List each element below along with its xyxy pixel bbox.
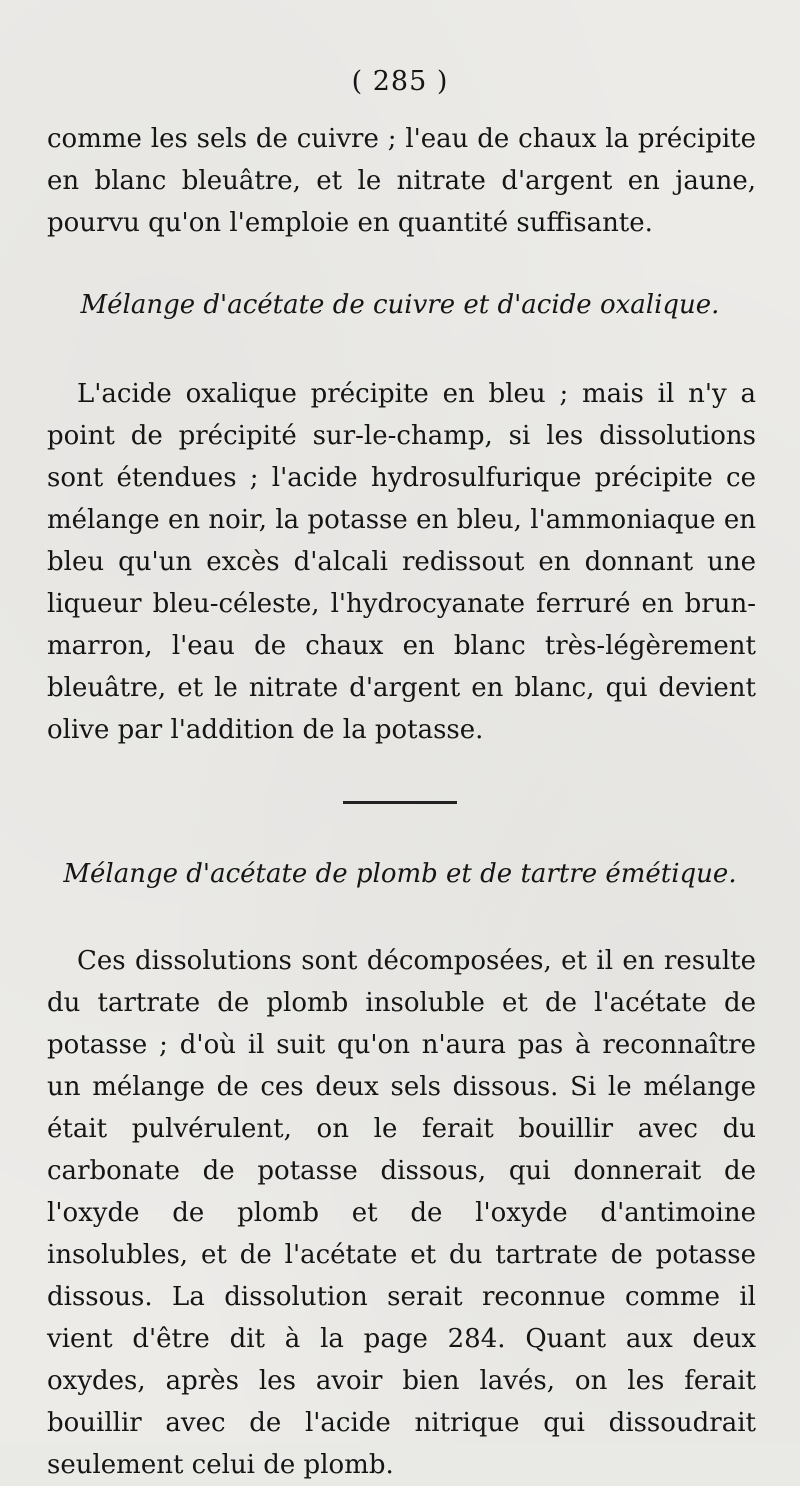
- paragraph-1: comme les sels de cuivre ; l'eau de chaux la précipite en blanc bleuâtre, et le nitrate d'argent en jaune, pourvu qu'on l'emploie en quantité suffisante.: [47, 124, 756, 238]
- section-body-copper-oxalic: [47, 373, 756, 751]
- section-heading-lead-emetic: Mélange d'acétate de plomb et de tartre émétique.: [63, 859, 737, 889]
- page-number: ( 285 ): [351, 66, 449, 97]
- section-body-lead-emetic: [47, 940, 756, 1486]
- paragraph-3: Ces dissolutions sont décomposées, et il en resulte du tartrate de plomb insoluble et de l'acétate de potasse ; d'où il suit qu'on n'aura pas à reconnaître un mélange de ces deux sels dissous. Si le mélange était pulvérulent, on le ferait bouillir avec du carbonate de potasse dissous, qui donnerait de l'oxyde de plomb et de l'oxyde d'antimoine insolubles, et de l'acétate et du tartrate de potasse dissous. La dissolution serait reconnue comme il vient d'être dit à la page 284. Quant aux deux oxydes, après les avoir bien lavés, on les ferait bouillir avec de l'acide nitrique qui dissoudrait seulement celui de plomb.: [47, 946, 756, 1480]
- section-heading-copper-oxalic: Mélange d'acétate de cuivre et d'acide oxalique.: [80, 290, 720, 320]
- paragraph-2: L'acide oxalique précipite en bleu ; mais il n'y a point de précipité sur-le-champ, si les dissolutions sont étendues ; l'acide hydrosulfurique précipite ce mélange en noir, la potasse en bleu, l'ammoniaque en bleu qu'un excès d'alcali redissout en donnant une liqueur bleu-céleste, l'hydrocyanate ferruré en brun-marron, l'eau de chaux en blanc très-légèrement bleuâtre, et le nitrate d'argent en blanc, qui devient olive par l'addition de la potasse.: [47, 379, 756, 745]
- section-divider: [343, 801, 457, 804]
- paragraph-continuation: [47, 118, 756, 244]
